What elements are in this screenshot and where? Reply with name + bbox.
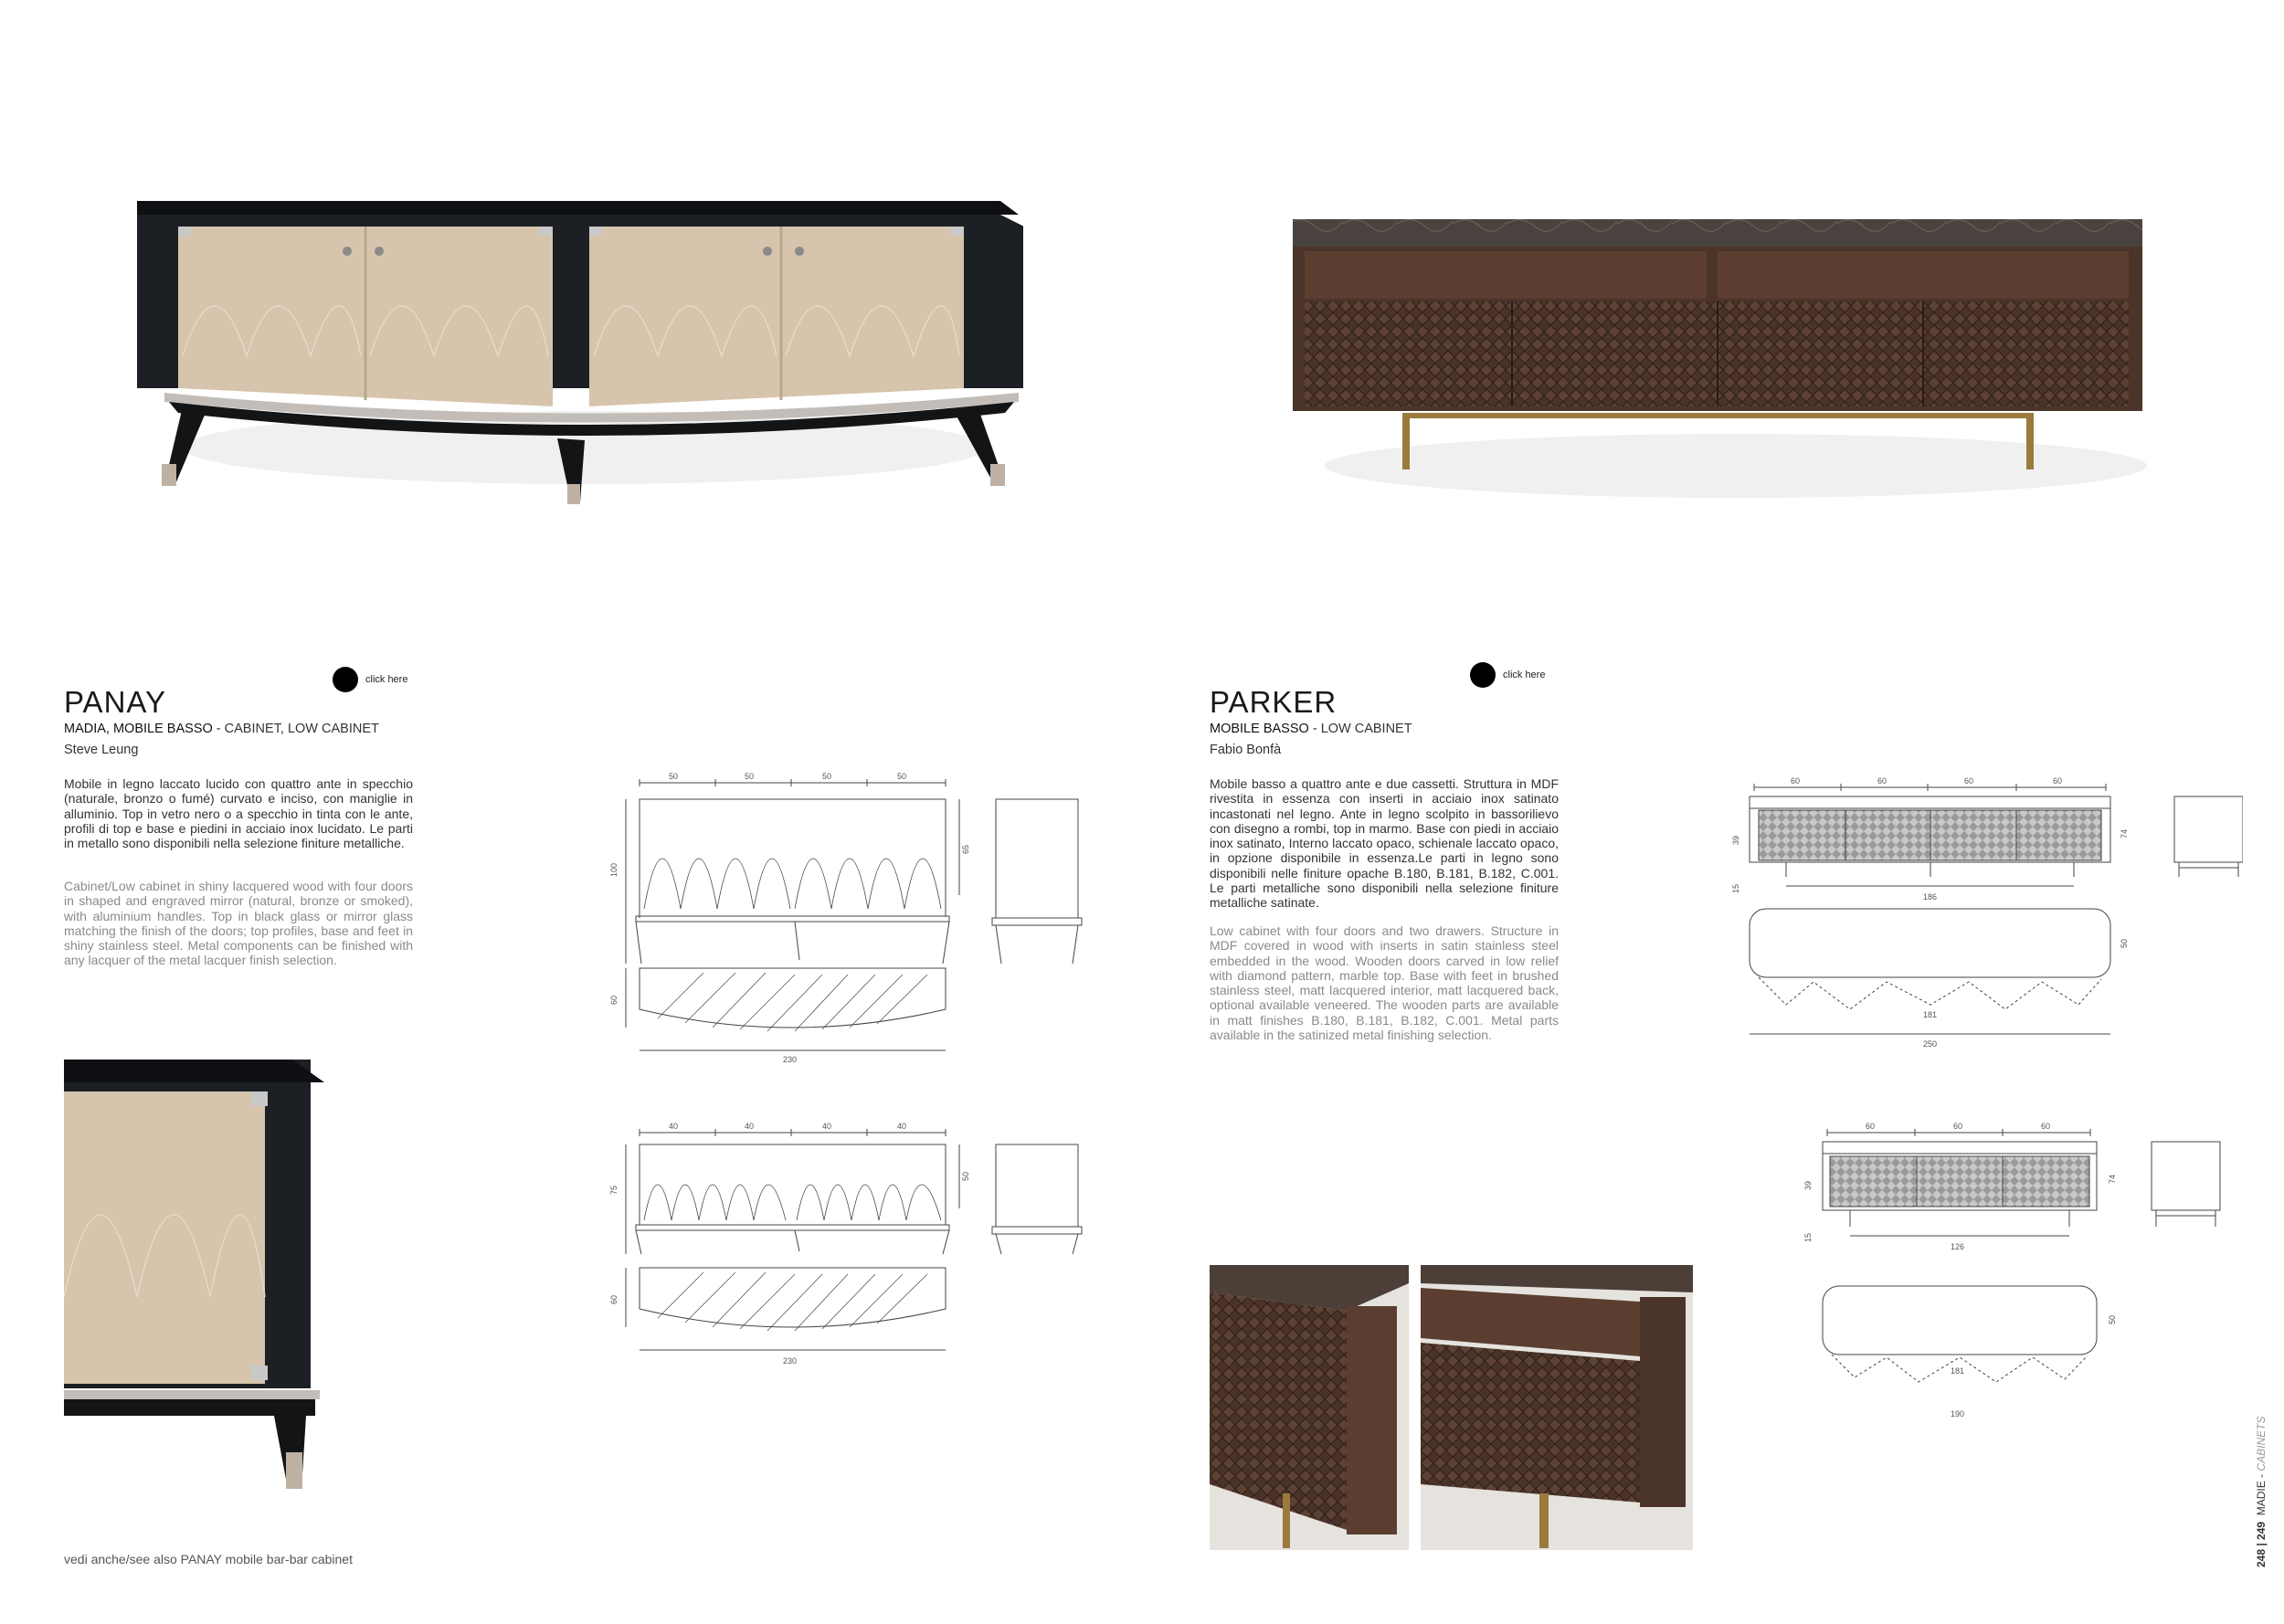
dim-h2: 15: [1731, 883, 1740, 893]
dim-width-3: 40: [822, 1122, 832, 1131]
parker-desc-it: Mobile basso a quattro ante e due cassetti. Struttura in MDF rivestita in essenza con inserti in acciaio inox satinato incastonati nel legno. Ante in legno scolpito in bassorilievo con disegno a rombi, top in marmo. Base con piedi in acciaio inox satinato, Interno laccato opaco, schienale laccato opaco, in opzione disponibile in essenza.Le parti in legno sono disponibili nelle finiture opache B.180, B.181, B.182, C.001. Le parti metalliche sono disponibili nella selezione finiture metalliche satinate.: [1210, 776, 1559, 911]
panay-category: MADIA, MOBILE BASSO - CABINET, LOW CABINET: [64, 722, 379, 736]
parker-drawing-190: [1800, 1122, 2238, 1423]
click-label: click here: [1503, 670, 1546, 680]
dim-width-2: 40: [745, 1122, 755, 1131]
dim-width-1: 40: [669, 1122, 679, 1131]
page-spine: 248 | 249 MADIE - CABINETS: [2255, 1416, 2268, 1567]
dim-base: 186: [1923, 892, 1938, 902]
dim-base: 126: [1951, 1242, 1965, 1251]
panay-desc-en: Cabinet/Low cabinet in shiny lacquered wood with four doors in shaped and engraved mirror (natural, bronze or smoked), with aluminium handles. Top in black glass or mirror glass matching the finish of the doors; top profiles, base and feet in shiny stainless steel. Metal components can be finished with any lacquer of the metal lacquer finish selection.: [64, 879, 413, 968]
dim-h2: 15: [1803, 1232, 1813, 1242]
click-dot-icon: [1470, 662, 1496, 688]
click-dot-icon: [333, 667, 358, 692]
category-it: MADIA, MOBILE BASSO: [64, 722, 213, 736]
dim-width-4: 40: [897, 1122, 907, 1131]
dim-width-4: 50: [897, 772, 907, 781]
parker-desc-en: Low cabinet with four doors and two drawers. Structure in MDF covered in wood with inserts in satin stainless steel embedded in the wood. Wooden doors carved in low relief with diamond pattern, marble top. Base with feet in brushed stainless steel, matt lacquered interior, matt lacquered back, optional available veneered. The wooden parts are available in matt finishes B.180, B.181, B.182, C.001. Metal parts available in the satinized metal finishing selection.: [1210, 923, 1559, 1043]
panay-detail-photo: [64, 1060, 347, 1489]
panay-click-here[interactable]: [333, 667, 407, 692]
dim-depth: 60: [609, 1294, 619, 1304]
parker-designer: Fabio Bonfà: [1210, 743, 1282, 757]
panay-footer-note: vedi anche/see also PANAY mobile bar-bar cabinet: [64, 1552, 353, 1566]
panay-drawing-75: [603, 1122, 1096, 1377]
dim-h1: 39: [1803, 1180, 1813, 1190]
dim-width-3: 60: [2041, 1122, 2051, 1131]
dim-depth: 50: [2108, 1314, 2117, 1324]
parker-photo: [1288, 210, 2156, 511]
panay-desc-it: Mobile in legno laccato lucido con quattro ante in specchio (naturale, bronzo o fumé) curvato e inciso, con maniglie in alluminio. Top in vetro nero o a specchio in tinta con le ante, profili di top e base e piedini in acciaio inox lucidato. Le parti in metallo sono disponibili nella selezione finiture metalliche.: [64, 776, 413, 851]
dim-depth: 60: [609, 995, 619, 1005]
panay-drawing-100: [603, 772, 1096, 1073]
section-en: CABINETS: [2255, 1416, 2268, 1471]
parker-category: MOBILE BASSO - LOW CABINET: [1210, 722, 1412, 736]
parker-detail-photo-1: [1210, 1265, 1409, 1550]
dim-width-4: 60: [2053, 776, 2063, 786]
dim-total: 250: [1923, 1039, 1938, 1049]
dim-h1: 39: [1731, 835, 1740, 845]
dim-width-1: 60: [1866, 1122, 1876, 1131]
dim-width-2: 60: [1953, 1122, 1963, 1131]
dim-width-1: 50: [669, 772, 679, 781]
dim-height: 74: [2120, 828, 2129, 838]
page-numbers: 248 | 249: [2255, 1521, 2268, 1567]
parker-detail-photo-2: [1421, 1265, 1693, 1550]
dim-width-2: 60: [1877, 776, 1887, 786]
section-it: MADIE: [2255, 1481, 2268, 1516]
dim-total: 230: [783, 1356, 798, 1366]
dim-height: 75: [609, 1185, 619, 1195]
parker-title: PARKER: [1210, 685, 1338, 719]
dim-width-3: 60: [1964, 776, 1974, 786]
dim-width-3: 50: [822, 772, 832, 781]
dim-width-1: 60: [1791, 776, 1801, 786]
category-en: LOW CABINET: [1320, 722, 1412, 736]
dim-height: 100: [609, 862, 619, 877]
dim-total: 230: [783, 1055, 798, 1064]
category-it: MOBILE BASSO: [1210, 722, 1309, 736]
parker-drawing-250: [1731, 776, 2243, 1078]
dim-mark: 181: [1923, 1010, 1938, 1019]
category-en: CABINET, LOW CABINET: [224, 722, 379, 736]
parker-click-here[interactable]: [1470, 662, 1545, 688]
dim-inner-height: 65: [961, 844, 970, 854]
panay-photo: [128, 174, 1023, 530]
dim-mark: 181: [1951, 1366, 1965, 1376]
panay-title: PANAY: [64, 685, 166, 719]
dim-depth: 50: [2120, 938, 2129, 948]
dim-width-2: 50: [745, 772, 755, 781]
dim-total: 190: [1951, 1409, 1965, 1418]
dim-height: 74: [2108, 1174, 2117, 1184]
click-label: click here: [365, 674, 408, 685]
dim-inner-height: 50: [961, 1171, 970, 1181]
panay-designer: Steve Leung: [64, 743, 139, 757]
